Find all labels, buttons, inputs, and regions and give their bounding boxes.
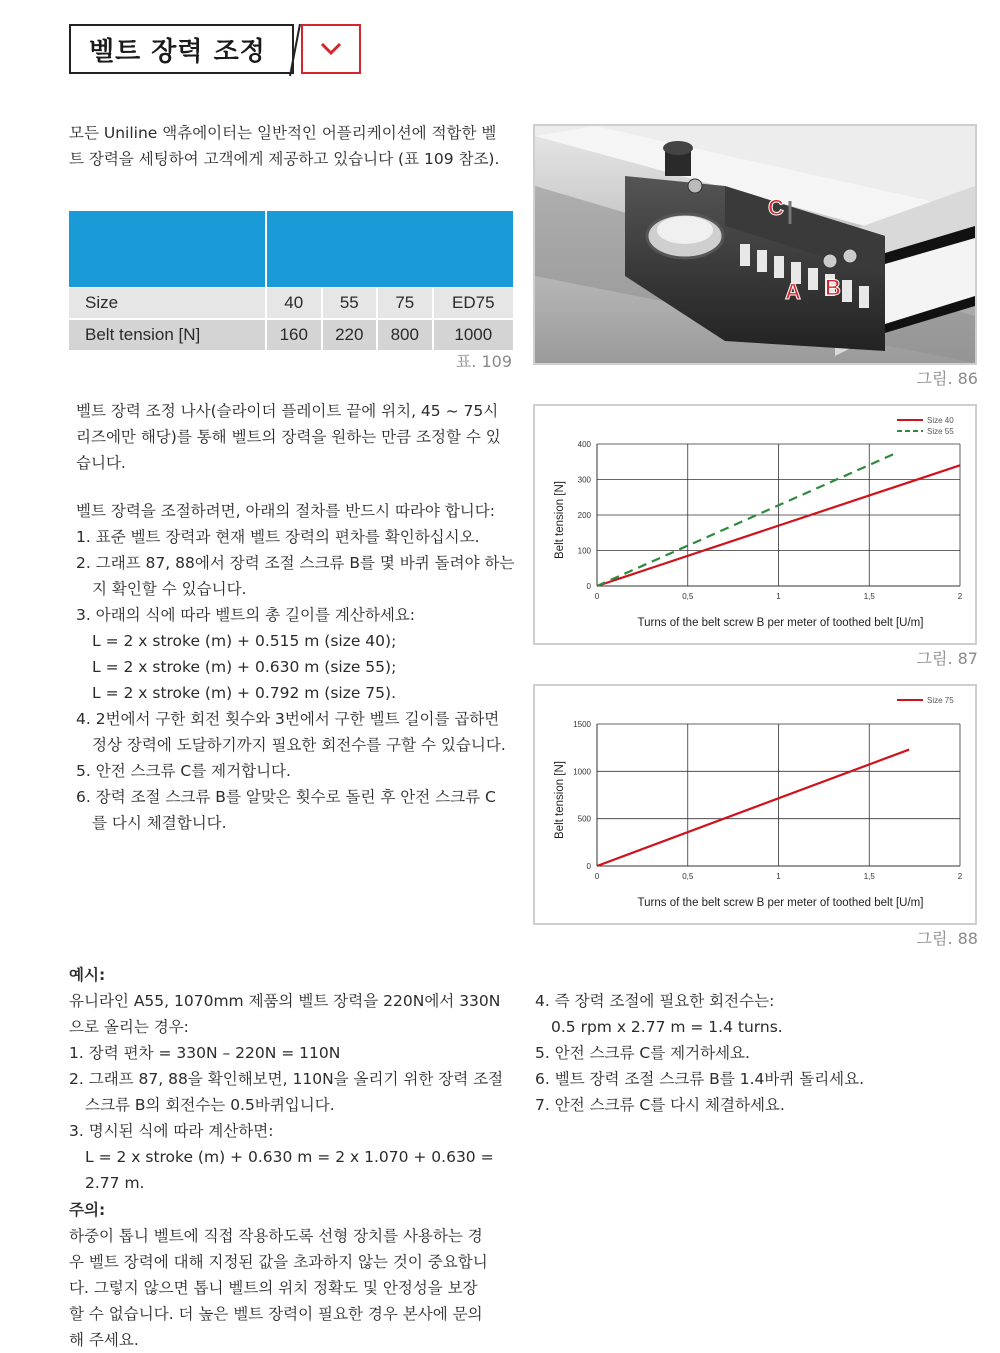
table-row-label: Belt tension [N]: [69, 318, 265, 350]
x-tick-label: 2: [957, 872, 963, 881]
procedure-line: 리즈에만 해당)를 통해 벨트의 장력을 원하는 만큼 조정할 수 있: [76, 428, 501, 446]
note-heading: 주의:: [69, 1201, 106, 1219]
procedure-intro: 벨트 장력을 조절하려면, 아래의 절차를 반드시 따라야 합니다:: [76, 502, 495, 520]
procedure-line: 벨트 장력 조정 나사(슬라이더 플레이트 끝에 위치, 45 ~ 75시: [76, 402, 499, 420]
example-line: 1. 장력 편차 = 330N – 220N = 110N: [69, 1044, 341, 1062]
x-tick-label: 0,5: [682, 872, 694, 881]
note-line: 하중이 톱니 벨트에 직접 작용하도록 선형 장치를 사용하는 경: [69, 1227, 483, 1245]
x-tick-label: 1,5: [863, 592, 875, 601]
table-caption: 표. 109: [455, 352, 512, 371]
step-line: 1. 표준 벨트 장력과 현재 벨트 장력의 편차를 확인하십시오.: [76, 528, 480, 546]
table-header-row: [69, 211, 513, 287]
formula-line: L = 2 x stroke (m) + 0.792 m (size 75).: [92, 684, 397, 702]
table-cell: 55: [321, 287, 377, 318]
note-line: 할 수 없습니다. 더 높은 벨트 장력이 필요한 경우 본사에 문의: [69, 1305, 483, 1323]
y-tick-label: 300: [577, 475, 591, 485]
figure-86-illustration: [533, 124, 977, 365]
x-tick-label: 1,5: [863, 872, 875, 881]
figure-88-caption: 그림. 88: [916, 929, 978, 948]
table-row-label: Size: [69, 287, 265, 318]
label-c: C: [768, 195, 784, 220]
example-left: [69, 962, 524, 1196]
series-line-size-75: [597, 750, 909, 866]
step-line: 정상 장력에 도달하기까지 필요한 회전수를 구할 수 있습니다.: [92, 736, 506, 754]
example-line: 5. 안전 스크류 C를 제거하세요.: [535, 1044, 750, 1062]
y-tick-label: 500: [577, 814, 591, 824]
example-line: 유니라인 A55, 1070mm 제품의 벨트 장력을 220N에서 330N: [69, 992, 501, 1010]
table-cell: ED75: [432, 287, 513, 318]
y-tick-label: 200: [577, 511, 591, 520]
figure-86-caption: 그림. 86: [916, 369, 978, 388]
y-tick-label: 0: [586, 582, 591, 591]
example-line: 4. 즉 장력 조절에 필요한 회전수는:: [535, 992, 775, 1010]
intro-line: 트 장력을 세팅하여 고객에게 제공하고 있습니다 (표 109 참조).: [69, 150, 500, 168]
table-cell: 75: [376, 287, 432, 318]
example-line: 2. 그래프 87, 88을 확인해보면, 110N을 올리기 위한 장력 조절: [69, 1070, 504, 1088]
note-line: 우 벨트 장력에 대해 지정된 값을 초과하지 않는 것이 중요합니: [69, 1253, 488, 1271]
table-row-size: [69, 287, 513, 318]
table-cell: 160: [265, 318, 321, 350]
y-tick-label: 1500: [573, 720, 591, 729]
table-cell: 800: [376, 318, 432, 350]
legend-label: Size 40: [927, 416, 954, 425]
example-heading: 예시:: [69, 966, 106, 984]
formula-line: L = 2 x stroke (m) + 0.515 m (size 40);: [92, 632, 397, 650]
example-line: 3. 명시된 식에 따라 계산하면:: [69, 1122, 274, 1140]
collapse-toggle-button[interactable]: [301, 24, 361, 74]
step-line: 를 다시 체결합니다.: [92, 814, 227, 832]
table-row-tension: [69, 318, 513, 350]
step-line: 5. 안전 스크류 C를 제거합니다.: [76, 762, 291, 780]
x-tick-label: 0: [594, 872, 600, 881]
example-line: 스크류 B의 회전수는 0.5바퀴입니다.: [85, 1096, 335, 1114]
procedure-text: [76, 398, 521, 836]
note-line: 다. 그렇지 않으면 톱니 벨트의 위치 정확도 및 안정성을 보장: [69, 1279, 478, 1297]
chevron-down-icon: [319, 41, 343, 57]
actuator-illustration: [535, 126, 975, 363]
x-tick-label: 1: [776, 592, 781, 601]
table-cell: 220: [321, 318, 377, 350]
step-line: 6. 장력 조절 스크류 B를 알맞은 횟수로 돌린 후 안전 스크류 C: [76, 788, 496, 806]
x-tick-label: 2: [957, 592, 963, 601]
figure-87-chart: [533, 404, 977, 645]
figure-88-chart: [533, 684, 977, 925]
legend-label: Size 55: [927, 427, 954, 436]
procedure-line: 습니다.: [76, 454, 126, 472]
note-line: 해 주세요.: [69, 1331, 139, 1349]
table-cell: 1000: [432, 318, 513, 350]
table-cell: 40: [265, 287, 321, 318]
example-line: 으로 올리는 경우:: [69, 1018, 189, 1036]
y-tick-label: 1000: [573, 767, 591, 777]
intro-line: 모든 Uniline 액츄에이터는 일반적인 어플리케이션에 적합한 벨: [69, 124, 497, 142]
chart-88-svg: [535, 686, 975, 923]
y-axis-label: Belt tension [N]: [554, 761, 566, 839]
example-line: 0.5 rpm x 2.77 m = 1.4 turns.: [551, 1018, 783, 1036]
chart-87-svg: [535, 406, 975, 643]
step-line: 4. 2번에서 구한 회전 횟수와 3번에서 구한 벨트 길이를 곱하면: [76, 710, 500, 728]
note-block: [69, 1197, 524, 1353]
figure-87-caption: 그림. 87: [916, 649, 978, 668]
x-axis-label: Turns of the belt screw B per meter of toothed belt [U/m]: [637, 617, 924, 629]
step-line: 지 확인할 수 있습니다.: [92, 580, 247, 598]
y-axis-label: Belt tension [N]: [554, 481, 566, 559]
formula-line: L = 2 x stroke (m) + 0.630 m (size 55);: [92, 658, 397, 676]
y-tick-label: 400: [577, 440, 591, 449]
section-title: 벨트 장력 조정: [69, 24, 294, 74]
example-line: L = 2 x stroke (m) + 0.630 m = 2 x 1.070 + 0.630 = 2.77 m.: [85, 1148, 494, 1192]
label-a: A: [785, 279, 801, 304]
belt-tension-table: [69, 211, 513, 350]
label-b: B: [825, 275, 841, 300]
x-axis-label: Turns of the belt screw B per meter of toothed belt [U/m]: [637, 897, 924, 909]
example-line: 7. 안전 스크류 C를 다시 체결하세요.: [535, 1096, 785, 1114]
x-tick-label: 0,5: [682, 592, 694, 601]
step-line: 3. 아래의 식에 따라 벨트의 총 길이를 계산하세요:: [76, 606, 415, 624]
example-right: [535, 988, 975, 1118]
y-tick-label: 100: [577, 546, 591, 556]
x-tick-label: 1: [776, 872, 781, 881]
y-tick-label: 0: [586, 862, 591, 871]
x-tick-label: 0: [594, 592, 600, 601]
step-line: 2. 그래프 87, 88에서 장력 조절 스크류 B를 몇 바퀴 돌려야 하는: [76, 554, 515, 572]
intro-paragraph: [69, 120, 519, 172]
series-line-size-55: [597, 453, 896, 586]
legend-label: Size 75: [927, 696, 954, 705]
example-line: 6. 벨트 장력 조절 스크류 B를 1.4바퀴 돌리세요.: [535, 1070, 865, 1088]
